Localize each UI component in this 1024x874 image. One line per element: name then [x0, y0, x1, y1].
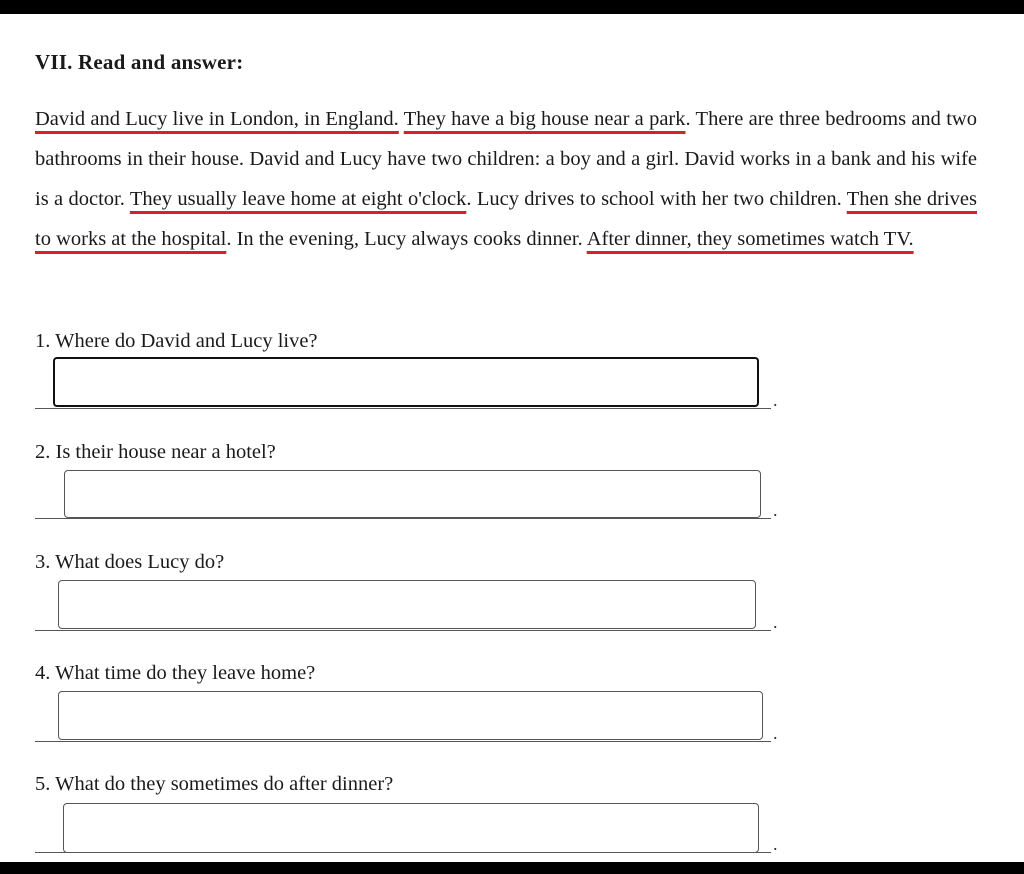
answer-period-4: . — [773, 723, 778, 743]
section-heading: VII. Read and answer: — [35, 50, 244, 74]
reading-passage — [35, 99, 977, 259]
answer-line-2 — [35, 518, 771, 519]
passage-text-1: . There are three bedrooms and two bathrooms in their house. David and Lucy have two children: a boy and a girl. David works in a bank and his wife is a doctor. — [35, 108, 977, 210]
underlined-sentence-4: Then she drives to works at the hospital — [35, 188, 978, 250]
answer-period-2: . — [773, 500, 778, 520]
answer-input-2[interactable] — [64, 470, 761, 518]
underlined-sentence-2: They have a big house near a park — [403, 108, 686, 130]
bottom-frame-bar — [0, 862, 1024, 874]
answer-input-3[interactable] — [58, 580, 756, 629]
answer-input-4[interactable] — [58, 691, 763, 740]
question-4: 4. What time do they leave home? — [35, 662, 316, 684]
answer-line-4 — [35, 741, 771, 742]
underlined-sentence-5: After dinner, they sometimes watch TV. — [586, 228, 914, 250]
answer-line-3 — [35, 630, 771, 631]
answer-input-5[interactable] — [63, 803, 759, 853]
answer-line-1 — [35, 408, 771, 409]
answer-input-1[interactable] — [53, 357, 759, 407]
question-3: 3. What does Lucy do? — [35, 551, 225, 573]
top-frame-bar — [0, 0, 1024, 14]
passage-text-2: . Lucy drives to school with her two children. — [466, 188, 847, 210]
question-1: 1. Where do David and Lucy live? — [35, 330, 318, 352]
answer-period-3: . — [773, 612, 778, 632]
passage-text-3: . In the evening, Lucy always cooks dinner. — [226, 228, 587, 250]
underlined-sentence-3: They usually leave home at eight o'clock — [129, 188, 467, 210]
question-2: 2. Is their house near a hotel? — [35, 441, 276, 463]
underlined-sentence-1: David and Lucy live in London, in England. — [35, 108, 399, 130]
answer-period-1: . — [773, 390, 778, 410]
answer-period-5: . — [773, 834, 778, 854]
question-5: 5. What do they sometimes do after dinner? — [35, 773, 394, 795]
